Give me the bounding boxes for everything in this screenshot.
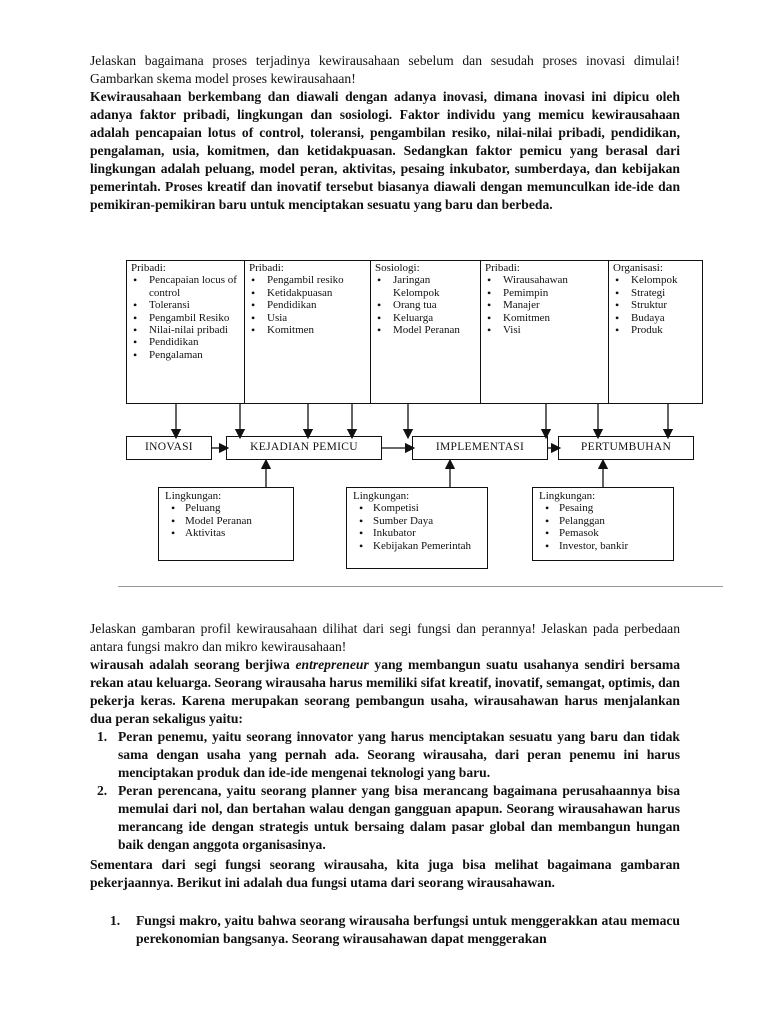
section-2 [90,620,680,854]
list-item: • Usia [249,312,366,324]
stage-box-implementasi: IMPLEMENTASI [412,436,548,460]
list-item: • Pendidikan [131,336,240,348]
column-heading: Sosiologi: [375,262,420,274]
list-item: 2. Peran perencana, yaitu seorang planner yang bisa merancang bagaimana perusahaannya bisa memulai dari nol, dan bertahan walau dengan gangguan apapun. Seorang wirausahawan harus merancang ide dengan strategis untuk bersaing dalam pasar global dan membangun hungan baik dengan anggota organisasinya. [97,783,680,852]
list-item: • Kebijakan Pemerintah [353,540,481,552]
roles-list [90,728,680,854]
list-item: • Strategi [613,287,698,299]
stage-box-pertumbuhan: PERTUMBUHAN [558,436,694,460]
answer-1: Kewirausahaan berkembang dan diawali dengan adanya inovasi, dimana inovasi ini dipicu oleh adanya faktor pribadi, lingkungan dan sosiologi. Faktor individu yang memicu kewirausahaan adalah pencapaian lotus of control, toleransi, pengambilan resiko, nilai-nilai pribadi, pendidikan, pengalaman, usia, komitmen, dan ketidakpuasan. Sedangkan faktor pemicu yang berasal dari lingkungan adalah peluang, model peran, aktivitas, pesaing inkubator, sumberdaya, dan kebijakan pemerintah. Proses kreatif dan inovatif tersebut biasanya diawali dengan memunculkan ide-ide dan pemikiran-pemikiran baru untuk menciptakan sesuatu yang baru dan berbeda. [90,89,680,212]
divider [118,586,723,587]
list-item: 1. Peran penemu, yaitu seorang innovator yang harus menciptakan sesuatu yang baru dan tidak sama dengan usaha yang pernah ada. Seorang wirausaha, dari peran penemu ini harus menciptakan produk dan ide-ide mengenai teknologi yang baru. [97,729,680,780]
list-item: • Sumber Daya [353,515,481,527]
question-2: Jelaskan gambaran profil kewirausahaan dilihat dari segi fungsi dan perannya! Jelaskan pada perbedaan antara fungsi makro dan mikro kewirausahaan! [90,621,680,654]
list-item: • Pengambil Resiko [131,312,240,324]
list-item: • Pengambil resiko [249,274,366,286]
section-4 [110,912,680,948]
column-heading: Organisasi: [613,262,663,274]
answer-2: wirausah adalah seorang berjiwa entrepreneur yang membangun suatu usahanya sendiri bersama rekan atau keluarga. Seorang wirausaha harus memiliki sifat kreatif, inovatif, semangat, optimis, dan pekerja keras. Karena merupakan seorang pembangun usaha, wirausahawan harus menjalankan dua peran sekaligus yaitu: [90,657,680,726]
environment-heading: Lingkungan: [165,490,222,502]
list-item: • Peluang [165,502,287,514]
list-item: • Pemasok [539,527,667,539]
list-item: • Komitmen [485,312,604,324]
functions-intro: Sementara dari segi fungsi seorang wirausaha, kita juga bisa melihat bagaimana gambaran pekerjaannya. Berikut ini adalah dua fungsi utama dari seorang wirausahawan. [90,857,680,890]
environment-box-1 [158,487,294,561]
column-heading: Pribadi: [249,262,284,274]
list-item: • Pemimpin [485,287,604,299]
list-item: • Keluarga [375,312,476,324]
environment-heading: Lingkungan: [353,490,410,502]
list-item: • Pesaing [539,502,667,514]
list-item: • Jaringan Kelompok [375,274,476,299]
list-item: • Model Peranan [375,324,476,336]
entrepreneurship-process-diagram [118,252,726,592]
list-item: • Produk [613,324,698,336]
column-heading: Pribadi: [131,262,166,274]
list-item: • Investor, bankir [539,540,667,552]
list-item: • Visi [485,324,604,336]
section-3 [90,856,680,892]
list-item: • Pelanggan [539,515,667,527]
list-item: • Aktivitas [165,527,287,539]
list-item: • Pencapaian locus of control [131,274,240,299]
environment-heading: Lingkungan: [539,490,596,502]
list-item: • Inkubator [353,527,481,539]
list-item: • Orang tua [375,299,476,311]
list-item: • Komitmen [249,324,366,336]
list-item: • Ketidakpuasan [249,287,366,299]
question-1: Jelaskan bagaimana proses terjadinya kewirausahaan sebelum dan sesudah proses inovasi dimulai! Gambarkan skema model proses kewirausahaan! [90,53,680,86]
stage-box-kejadian-pemicu: KEJADIAN PEMICU [226,436,382,460]
list-item: • Pendidikan [249,299,366,311]
environment-box-3 [532,487,674,561]
column-heading: Pribadi: [485,262,520,274]
list-item: • Nilai-nilai pribadi [131,324,240,336]
list-item: • Budaya [613,312,698,324]
list-item: • Toleransi [131,299,240,311]
list-item: • Manajer [485,299,604,311]
list-item: 1. Fungsi makro, yaitu bahwa seorang wirausaha berfungsi untuk menggerakkan atau memacu perekonomian bangsanya. Seorang wirausahawan dapat menggerakan [110,913,680,946]
section-1 [90,52,680,214]
stage-box-inovasi: INOVASI [126,436,212,460]
functions-list [110,912,680,948]
list-item: • Pengalaman [131,349,240,361]
list-item: • Struktur [613,299,698,311]
environment-box-2 [346,487,488,569]
list-item: • Kelompok [613,274,698,286]
list-item: • Kompetisi [353,502,481,514]
list-item: • Model Peranan [165,515,287,527]
list-item: • Wirausahawan [485,274,604,286]
